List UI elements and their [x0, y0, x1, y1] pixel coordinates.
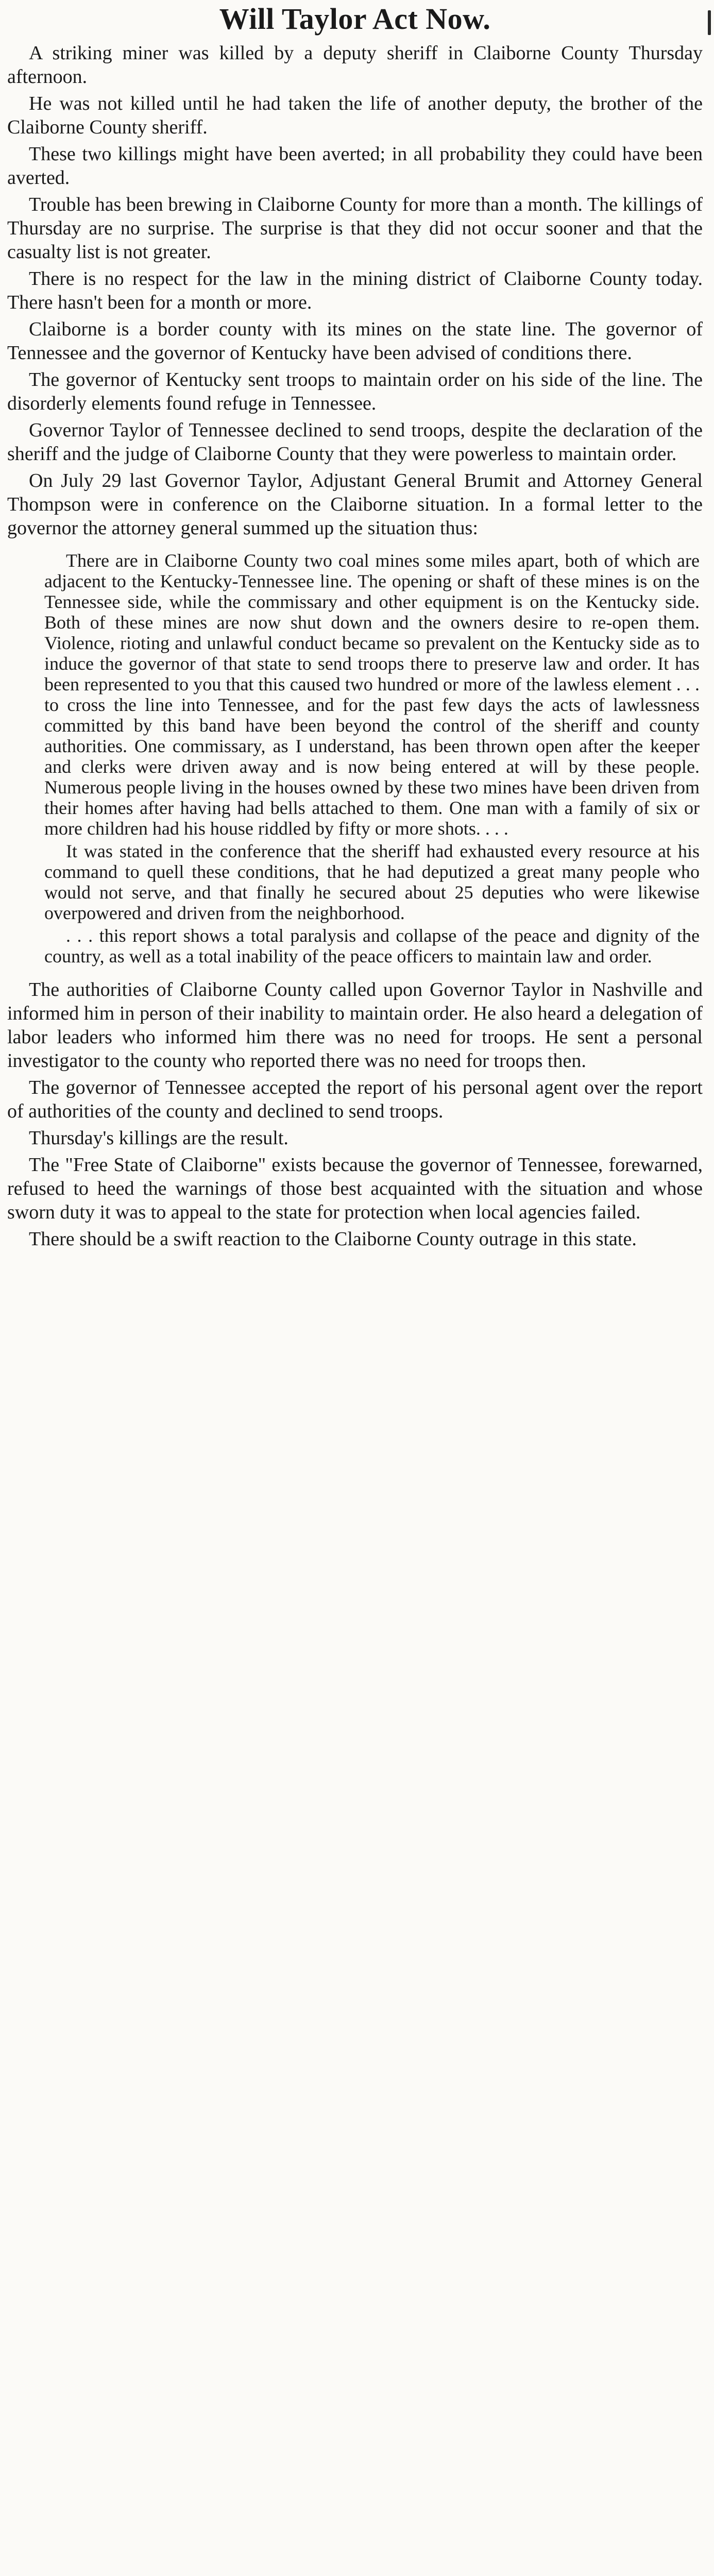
- headline: Will Taylor Act Now.: [219, 2, 491, 36]
- article-paragraph: The "Free State of Claiborne" exists because the governor of Tennessee, forewarned, refused to heed the warnings of those best acquainted with the situation and whose sworn duty it was to appeal to the state for protection when local agencies failed.: [7, 1154, 703, 1223]
- article-paragraph: There is no respect for the law in the mining district of Claiborne County today. There hasn't been for a month or more.: [7, 268, 703, 313]
- quote-paragraph: It was stated in the conference that the sheriff had exhausted every resource at his command to quell these conditions, that he had deputized a great many people who would not serve, and that finally he secured about 25 deputies who were likewise overpowered and driven from the neighborhood.: [44, 841, 700, 923]
- quote-paragraph: . . . this report shows a total paralysis and collapse of the peace and dignity of the country, as well as a total inability of the peace officers to maintain law and order.: [44, 925, 700, 967]
- article-paragraph: The authorities of Claiborne County called upon Governor Taylor in Nashville and informed him in person of their inability to maintain order. He also heard a delegation of labor leaders who informed him there was no need for troops. He sent a personal investigator to the county who reported there was no need for troops then.: [7, 979, 703, 1072]
- article-paragraph: The governor of Kentucky sent troops to maintain order on his side of the line. The disorderly elements found refuge in Tennessee.: [7, 369, 703, 414]
- article-paragraph: On July 29 last Governor Taylor, Adjustant General Brumit and Attorney General Thompson were in conference on the Claiborne situation. In a formal letter to the governor the attorney general summed up the situation thus:: [7, 470, 703, 539]
- column-rule-mark: [708, 10, 711, 35]
- article-paragraph: Claiborne is a border county with its mines on the state line. The governor of Tennessee and the governor of Kentucky have been advised of conditions there.: [7, 318, 703, 364]
- article-paragraph: A striking miner was killed by a deputy sheriff in Claiborne County Thursday afternoon.: [7, 42, 703, 88]
- article-paragraph: Governor Taylor of Tennessee declined to send troops, despite the declaration of the sheriff and the judge of Claiborne County that they were powerless to maintain order.: [7, 419, 703, 465]
- article-paragraph: Trouble has been brewing in Claiborne County for more than a month. The killings of Thursday are no surprise. The surprise is that they did not occur sooner and that the casualty list is not greater.: [7, 194, 703, 263]
- quote-paragraph: There are in Claiborne County two coal mines some miles apart, both of which are adjacent to the Kentucky-Tennessee line. The opening or shaft of these mines is on the Tennessee side, while the commissary and other equipment is on the Kentucky side. Both of these mines are now shut down and the owners desire to re-open them. Violence, rioting and unlawful conduct became so prevalent on the Kentucky side as to induce the governor of that state to send troops there to preserve law and order. It has been represented to you that this caused two hundred or more of the lawless element . . . to cross the line into Tennessee, and for the past few days the acts of lawlessness committed by this band have been beyond the control of the sheriff and county authorities. One commissary, as I understand, has been thrown open after the keeper and clerks were driven away and is now being entered at will by these people. Numerous people living in the houses owned by these two mines have been driven from their homes after having had bells attached to them. One man with a family of six or more children had his house riddled by fifty or more shots. . . .: [44, 550, 700, 839]
- article-column: [7, 0, 703, 1254]
- article-paragraph: He was not killed until he had taken the life of another deputy, the brother of the Claiborne County sheriff.: [7, 93, 703, 138]
- article-paragraph: There should be a swift reaction to the Claiborne County outrage in this state.: [29, 1228, 637, 1250]
- article-paragraph: These two killings might have been averted; in all probability they could have been averted.: [7, 143, 703, 189]
- article-paragraph: Thursday's killings are the result.: [29, 1127, 288, 1149]
- attorney-general-letter-quote: [44, 550, 700, 967]
- article-paragraph: The governor of Tennessee accepted the report of his personal agent over the report of authorities of the county and declined to send troops.: [7, 1077, 703, 1122]
